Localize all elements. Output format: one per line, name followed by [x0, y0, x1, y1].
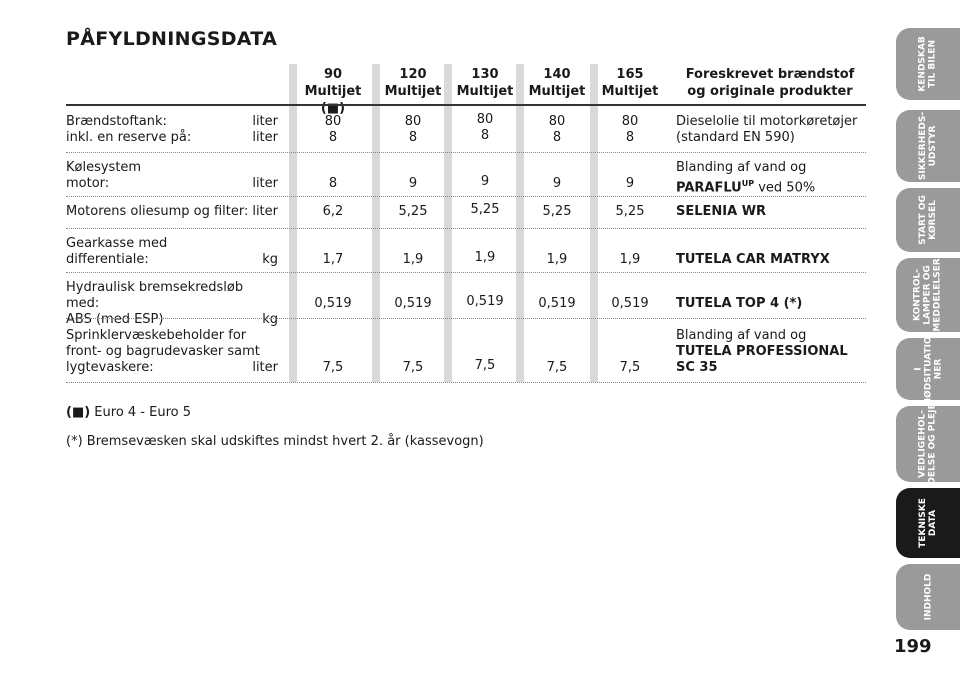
row-product-line — [676, 328, 872, 344]
chapter-tab-label — [918, 498, 938, 548]
row-value-number: 8 — [625, 130, 635, 145]
row-separator — [66, 152, 866, 153]
column-header-power: 120 — [399, 67, 427, 82]
chapter-tab-line: TIL BILEN — [928, 40, 938, 88]
row-value — [520, 252, 594, 268]
chapter-tab-line: MEDDELELSER — [933, 258, 943, 332]
row-value — [448, 174, 522, 190]
row-separator — [66, 272, 866, 273]
row-value — [593, 176, 667, 192]
row-value-number: 1,9 — [546, 252, 568, 267]
row-value-number: 5,25 — [398, 204, 428, 219]
chapter-tab-line: I — [913, 367, 923, 371]
chapter-tab-line: VEDLIGEHOL- — [918, 410, 929, 478]
column-header — [376, 66, 450, 100]
row-product-text: SELENIA WR — [676, 204, 767, 219]
row-label-line — [66, 160, 278, 176]
row-value-number: 8 — [480, 128, 490, 143]
row-value-number: 5,25 — [542, 204, 572, 219]
row-value-number: 1,9 — [474, 250, 496, 265]
row-value — [520, 360, 594, 376]
row-label-line — [66, 236, 278, 252]
row-label-text: Motorens oliesump og filter: — [66, 204, 249, 219]
row-label-line — [66, 252, 278, 268]
row-label-text: Hydraulisk bremsekredsløb med: — [66, 280, 244, 311]
row-label-line — [66, 176, 278, 192]
row-value — [593, 114, 667, 146]
row-label-line — [66, 312, 278, 328]
row-product-line — [676, 114, 872, 130]
chapter-tab-line: DATA — [928, 509, 938, 537]
row-product-text: Blanding af vand og — [676, 328, 807, 343]
row-label-text: front- og bagrudevasker samt — [66, 344, 260, 359]
row-value-number: 8 — [328, 130, 338, 145]
row-label — [66, 236, 278, 268]
row-value-number: 7,5 — [322, 360, 344, 375]
chapter-tab-line: INDHOLD — [923, 573, 933, 621]
row-product — [676, 114, 872, 146]
row-separator — [66, 318, 866, 319]
chapter-tab[interactable] — [896, 258, 960, 332]
row-value — [520, 204, 594, 220]
row-value — [296, 360, 370, 376]
row-value — [376, 360, 450, 376]
row-label-line — [66, 280, 278, 312]
chapter-tab[interactable] — [896, 28, 960, 100]
footnote-marker: (■) — [66, 405, 91, 420]
row-product-text: (standard EN 590) — [676, 130, 795, 145]
row-label-line — [66, 130, 278, 146]
column-header-engine: Multijet — [528, 84, 586, 99]
row-value-number: 9 — [625, 176, 635, 191]
row-value-number: 5,25 — [470, 202, 500, 217]
row-product-text: TUTELA PROFESSIONAL — [676, 344, 848, 359]
row-product-text: PARAFLU — [676, 180, 742, 196]
footnote — [66, 434, 484, 449]
row-label-text: ABS (med ESP) — [66, 312, 164, 327]
chapter-tab[interactable] — [896, 564, 960, 630]
chapter-tab-line: TEKNISKE — [918, 498, 928, 548]
row-value — [296, 252, 370, 268]
row-product-line — [676, 176, 872, 196]
chapter-tab-label — [918, 36, 938, 91]
footnote-text: Euro 4 - Euro 5 — [90, 405, 191, 420]
row-value — [593, 204, 667, 220]
row-value-number: 1,9 — [619, 252, 641, 267]
row-product-text: Blanding af vand og — [676, 160, 807, 175]
column-header — [593, 66, 667, 100]
row-label-line — [66, 360, 278, 376]
chapter-tab-label — [918, 112, 938, 180]
row-label-line — [66, 344, 278, 360]
row-value — [376, 296, 450, 312]
row-value — [520, 114, 594, 146]
chapter-tab-line: LAMPER OG — [923, 265, 933, 325]
row-label-text: Brændstoftank: — [66, 114, 167, 129]
row-value-number: 7,5 — [474, 358, 496, 373]
row-product — [676, 328, 872, 376]
column-header — [296, 66, 370, 117]
row-value — [376, 176, 450, 192]
row-value-number: 0,519 — [314, 296, 352, 311]
row-value — [520, 296, 594, 312]
row-product-line — [676, 204, 872, 220]
chapter-tab-line: NØDSITUATIO- — [923, 332, 933, 406]
row-label-unit: liter — [252, 114, 278, 129]
row-product — [676, 296, 872, 312]
row-value — [376, 204, 450, 220]
row-value-number: 1,7 — [322, 252, 344, 267]
row-product-text: SC 35 — [676, 360, 718, 375]
row-separator — [66, 382, 866, 383]
chapter-tab-label — [918, 195, 938, 245]
row-product-line — [676, 130, 872, 146]
header-rule — [66, 104, 866, 106]
row-label-line — [66, 328, 278, 344]
footnote — [66, 405, 191, 420]
row-value-number: 8 — [552, 130, 562, 145]
row-value — [593, 252, 667, 268]
row-label-line — [66, 204, 278, 220]
chapter-tab-line: UDSTYR — [928, 125, 939, 167]
row-product — [676, 252, 872, 268]
row-value — [520, 176, 594, 192]
row-label-unit: kg — [262, 312, 278, 327]
chapter-tab[interactable] — [896, 110, 960, 182]
row-product-text: TUTELA TOP 4 (*) — [676, 296, 803, 311]
row-label-text: Kølesystem — [66, 160, 142, 175]
row-value-number: 80 — [548, 114, 566, 129]
row-label — [66, 328, 278, 376]
fuel-header-line: og originale produkter — [687, 84, 853, 99]
row-product-line — [676, 344, 872, 360]
column-header-engine: Multijet — [456, 84, 514, 99]
chapter-tab-label — [913, 333, 943, 406]
page-number: 199 — [894, 636, 932, 657]
row-label-unit: liter — [252, 360, 278, 375]
column-header — [520, 66, 594, 100]
row-label-text: inkl. en reserve på: — [66, 130, 192, 145]
chapter-tab-line: SIKKERHEDS- — [918, 111, 929, 181]
row-value — [593, 360, 667, 376]
chapter-tab-label — [923, 574, 933, 621]
row-value — [448, 202, 522, 218]
row-value-number: 0,519 — [611, 296, 649, 311]
row-separator — [66, 196, 866, 197]
fuel-header-line: Foreskrevet brændstof — [685, 67, 855, 82]
row-label-unit: kg — [262, 252, 278, 267]
row-value-number: 1,9 — [402, 252, 424, 267]
row-label — [66, 114, 278, 146]
row-label-unit: liter — [252, 130, 278, 145]
row-value — [376, 114, 450, 146]
row-label-text: Sprinklervæskebeholder for — [66, 328, 247, 343]
row-label — [66, 204, 278, 220]
row-value — [296, 176, 370, 192]
row-value-number: 8 — [408, 130, 418, 145]
row-value — [296, 204, 370, 220]
chapter-tab[interactable] — [896, 488, 960, 558]
row-value-number: 80 — [621, 114, 639, 129]
fuel-column-header — [672, 66, 868, 100]
chapter-tab-line: KENDSKAB — [918, 36, 928, 92]
column-header-power: 140 — [543, 67, 571, 82]
row-product — [676, 160, 872, 196]
row-product-line — [676, 160, 872, 176]
column-header-power: 165 — [616, 67, 644, 82]
page-title: PÅFYLDNINGSDATA — [66, 28, 278, 50]
chapter-tab-line: KONTROL- — [913, 269, 923, 321]
row-value — [448, 358, 522, 374]
row-value-number: 7,5 — [546, 360, 568, 375]
row-product — [676, 204, 872, 220]
chapter-tab-label — [913, 258, 943, 331]
row-value-number: 9 — [480, 174, 490, 189]
chapter-tab-line: NER — [933, 358, 943, 380]
column-header-engine: Multijet (■) — [304, 84, 362, 116]
row-value-number: 7,5 — [402, 360, 424, 375]
row-label-text: Gearkasse med — [66, 236, 168, 251]
row-value-number: 9 — [552, 176, 562, 191]
row-product-text: TUTELA CAR MATRYX — [676, 252, 830, 267]
row-value-number: 7,5 — [619, 360, 641, 375]
row-product-line — [676, 296, 872, 312]
row-value — [376, 252, 450, 268]
column-header-engine: Multijet — [601, 84, 659, 99]
row-label-text: lygtevaskere: — [66, 360, 154, 375]
chapter-tab[interactable] — [896, 188, 960, 252]
row-product-line — [676, 252, 872, 268]
row-label — [66, 280, 278, 328]
row-value-number: 80 — [404, 114, 422, 129]
row-separator — [66, 228, 866, 229]
row-product-line — [676, 360, 872, 376]
row-value-number: 6,2 — [322, 204, 344, 219]
row-product-text: Dieselolie til motorkøretøjer — [676, 114, 858, 129]
column-header-engine: Multijet — [384, 84, 442, 99]
row-value-number: 9 — [408, 176, 418, 191]
column-header-power: 130 — [471, 67, 499, 82]
row-product-tail: ved 50% — [754, 180, 816, 196]
row-value — [296, 114, 370, 146]
row-label-unit: liter — [252, 176, 278, 191]
row-product-superscript: UP — [741, 179, 755, 188]
row-value-number: 0,519 — [466, 294, 504, 309]
chapter-tab-label — [918, 403, 938, 484]
column-header-power: 90 — [323, 67, 343, 82]
row-value-number: 0,519 — [538, 296, 576, 311]
row-value — [448, 112, 522, 144]
chapter-tab-line: DELSE OG PLEJE — [928, 403, 939, 485]
row-value-number: 80 — [476, 112, 494, 127]
row-value — [296, 296, 370, 312]
row-value-number: 0,519 — [394, 296, 432, 311]
row-value-number: 80 — [324, 114, 342, 129]
row-label-line — [66, 114, 278, 130]
column-bar — [372, 64, 380, 382]
row-label-text: differentiale: — [66, 252, 149, 267]
row-value — [448, 250, 522, 266]
row-label-text: motor: — [66, 176, 110, 191]
chapter-tab[interactable] — [896, 332, 960, 406]
row-value — [448, 294, 522, 310]
chapter-tab-line: START OG — [917, 195, 928, 245]
row-value-number: 8 — [328, 176, 338, 191]
footnote-text: (*) Bremsevæsken skal udskiftes mindst hvert 2. år (kassevogn) — [66, 434, 484, 449]
row-value-number: 5,25 — [615, 204, 645, 219]
chapter-tab-line: KØRSEL — [927, 200, 938, 240]
column-header — [448, 66, 522, 100]
row-label — [66, 160, 278, 192]
column-bar — [590, 64, 598, 382]
chapter-tab[interactable] — [896, 403, 960, 485]
row-label-unit: liter — [252, 204, 278, 219]
row-value — [593, 296, 667, 312]
